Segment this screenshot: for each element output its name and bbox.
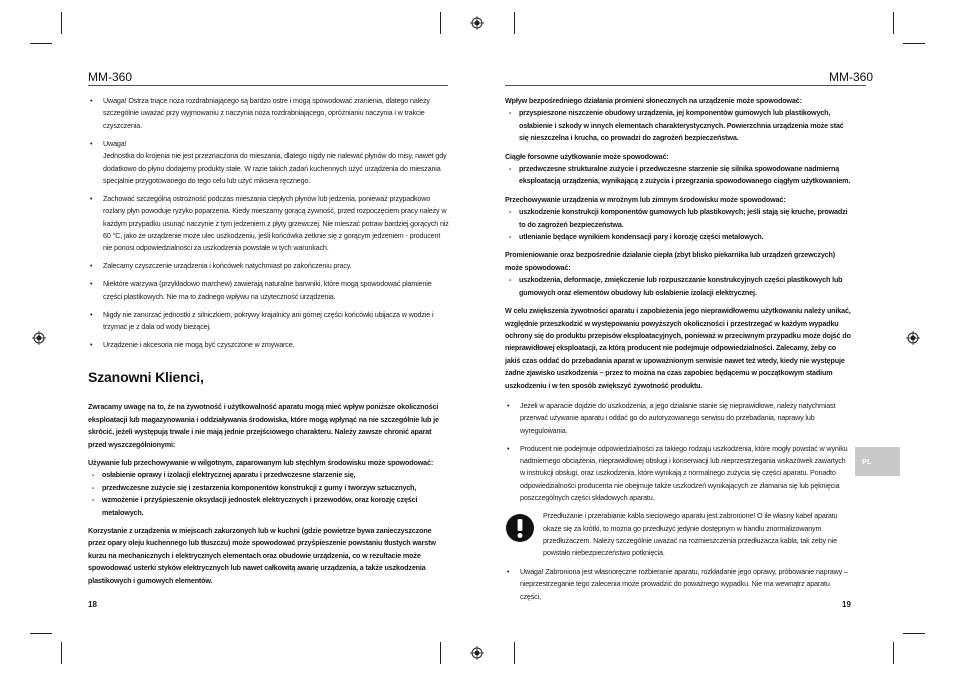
list-item: • Uwaga! Zabroniona jest własnoręczne rozbieranie aparatu, rozkładanie jego oprawy, próbowanie naprawy – nieprzestrzeganie tego zalecenia może prowadzić do poważnego wypadku. Nie ma wewnątrz aparatu części, xyxy=(505,566,851,603)
list-item: - utlenianie będące wynikiem kondensacji pary i korozję części metalowych. xyxy=(505,231,851,243)
safety-bullet-list xyxy=(88,95,450,351)
bullet-list xyxy=(505,566,851,603)
list-item: • Nigdy nie zanurzać jednostki z silniczkiem, pokrywy krajalnicy ani górnej części końcówki ubijacza w wodzie i trzymać je z dala od wody bieżącej. xyxy=(88,309,450,334)
crop-mark xyxy=(893,12,894,34)
exclamation-warning-icon xyxy=(505,513,535,543)
list-item: - przedwczesne strukturalne zużycie i przedwczesne starzenie się silnika spowodowane nadmierną eksploatacją urządzenia, wynikającą z zużycia i przegrzania spowodowanego ciągłym użytkowaniem. xyxy=(505,163,851,188)
list-item: • Urządzenie i akcesoria nie mogą być czyszczone w zmywarce. xyxy=(88,339,450,351)
crop-mark xyxy=(514,642,515,664)
header-rule-right xyxy=(505,85,866,86)
list-item: - osłabienie oprawy i izolacji elektrycznej aparatu i przedwczesne starzenie się, xyxy=(88,469,450,481)
paragraph: Używanie lub przechowywanie w wilgotnym, zaparowanym lub stęchłym środowisku może spowodować: xyxy=(88,457,434,467)
paragraph: Zwracamy uwagę na to, że na żywotność i użytkowalność aparatu mogą mieć wpływ poniższe okoliczności eksploatacji lub magazynowania i oddziaływania środowiska, które mogą wpłynąć na nie szczególnie lub je skrócić, jeżeli występują trwale i nie mają jednie przejściowego charakteru. Należy zawsze chronić aparat przed wyszczególnionymi: xyxy=(88,402,439,449)
page-number-right: 19 xyxy=(842,600,851,609)
crop-mark xyxy=(61,12,62,34)
block-title: Przechowywanie urządzenia w mroźnym lub zimnym środowisku może spowodować: xyxy=(505,194,786,204)
dash-list xyxy=(505,274,851,299)
crop-mark xyxy=(30,633,52,634)
bullet-list xyxy=(505,400,851,505)
list-item: • Uwaga! Ostrza tnące noża rozdrabniającego są bardzo ostre i mogą spowodować zranienia, dlatego należy szczególnie uważać przy wyjmowaniu z naczynia noża rozdrabniającego, opróżnianiu naczynia i w trakcie czyszczenia. xyxy=(88,95,450,132)
block-title: Ciągłe forsowne użytkowanie może spowodować: xyxy=(505,151,669,161)
registration-mark-icon xyxy=(906,331,920,345)
model-name-left: MM-360 xyxy=(88,70,133,84)
block-title: Promieniowanie oraz bezpośrednie działanie ciepła (zbyt blisko piekarnika lub urządzeń grzewczych) może spowodować: xyxy=(505,250,835,272)
warning-text: Przedłużanie i przerabianie kabla sieciowego aparatu jest zabronione! O ile własny kabel aparatu okaże się za krótki, to można go przedłużyć jedynie dostępnym w handlu znormalizowanym przedłużaczem. Należy szczególnie uważać na rozmieszczenia przedłużacza kabla, tak żeby nie powstało niebezpieczeństwo potknięcia. xyxy=(543,511,838,558)
crop-mark xyxy=(903,633,925,634)
crop-mark xyxy=(30,43,52,44)
left-page-content xyxy=(88,95,450,593)
paragraph: W celu zwiększenia żywotności aparatu i zapobieżenia jego nieprawidłowemu użytkowaniu należy unikać, względnie przeszkodzić w występowaniu powyższych okoliczności i przestrzegać w każdym wypadku ochrony się do produktu przepisów eksploatacyjnych, ponieważ w przeciwnym przypadku może dojść do nieprawidłowej eksploatacji, za którą producent nie podejmuje odpowiedzialności. Zalecamy, żeby co jakiś czas oddać do przebadania aparat w upoważnionym serwisie nawet też wtedy, kiedy nie występuje żadne zjawisko uszkodzenia – przez to można na czas zapobiec będącemu w początkowym stadium uszkodzeniu i w ten sposób zwiększyć żywotność produktu. xyxy=(505,306,851,390)
section-heading: Szanowni Klienci, xyxy=(88,369,204,386)
list-item: - przyspieszone niszczenie obudowy urządzenia, jej komponentów gumowych lub plastikowych, osłabienie i szkody w innych elementach charakterystycznych. Powierzchnia urządzenia może stać się nieszczelna i krucha, co prowadzi do zagrożeń bezpieczeństwa. xyxy=(505,107,851,144)
registration-mark-icon xyxy=(32,331,46,345)
list-item: - uszkodzenie konstrukcji komponentów gumowych lub plastikowych; jeśli stają się kruche, prowadzi to do zagrożeń bezpieczeństwa. xyxy=(505,206,851,231)
crop-mark xyxy=(61,642,62,664)
dash-list xyxy=(505,107,851,144)
crop-mark xyxy=(903,43,925,44)
crop-mark xyxy=(893,642,894,664)
registration-mark-icon xyxy=(470,646,484,660)
list-item: - uszkodzenia, deformacje, zmiękczenie lub rozpuszczanie konstrukcyjnych części plastikowych lub gumowych oraz elementów obudowy lub osłabienie izolacji elektrycznej. xyxy=(505,274,851,299)
right-page-content xyxy=(505,95,851,609)
dash-list xyxy=(505,163,851,188)
list-item: - przedwczesne zużycie się i zestarzenia komponentów konstrukcji z gumy i tworzyw sztucznych, xyxy=(88,482,450,494)
crop-mark xyxy=(440,642,441,664)
list-item: • Uwaga! Jednostka do krojenia nie jest przeznaczona do mieszania, dlatego nigdy nie nalewać płynów do misy, nawet gdy dodatkowo do płynu dodajemy produkty stałe. W razie takich zadań kuchennych użyć urządzenia do mieszania specjalnie przygotowanego do tego celu lub użyć miksera ręcznego. xyxy=(88,138,450,188)
list-item: • Niektóre warzywa (przykładowo marchew) zawierają naturalne barwniki, które mogą spowodować plamienie części plastikowych. Nie ma to żadnego wpływu na użyteczność urządzenia. xyxy=(88,278,450,303)
page-number-left: 18 xyxy=(88,600,97,609)
list-item: • Jeżeli w aparacie dojdzie do uszkodzenia, a jego działanie stanie się nieprawidłowe, należy natychmiast przerwać używanie aparatu i oddać go do autoryzowanego serwisu do przebadania, naprawy lub wyregulowania. xyxy=(505,400,851,437)
warning-block xyxy=(505,510,851,560)
dash-list xyxy=(88,469,450,519)
crop-mark xyxy=(440,12,441,34)
registration-mark-icon xyxy=(470,16,484,30)
language-tab: PL xyxy=(855,447,900,476)
model-name-right: MM-360 xyxy=(829,70,874,84)
header-rule-left xyxy=(88,85,448,86)
block-title: Wpływ bezpośredniego działania promieni słonecznych na urządzenie może spowodować: xyxy=(505,96,802,105)
list-item: • Producent nie podejmuje odpowiedzialności za takiego rodzaju uszkodzenia, które mogły powstać w wyniku nadmiernego obciążenia, nieprawidłowej obsługi i konserwacji lub nieprzestrzegania wskazówek zawartych w instrukcji obsługi, oraz uszkodzenia, które wynikają z normalnego zużycia się części aparatu. Ponadto odpowiedzialności producenta nie obejmuje także uszkodzeń wynikających ze złamania się lub pęknięcia poszczególnych części składowych aparatu. xyxy=(505,443,851,505)
list-item: - wzmożenie i przyśpieszenie oksydacji jednostek elektrycznych i przewodów, oraz korozję części metalowych. xyxy=(88,494,450,519)
paragraph: Korzystanie z urządzenia w miejscach zakurzonych lub w kuchni (gdzie powietrze bywa zanieczyszczone przez opary oleju kuchennego lub tłuszczu) może spowodować przyśpieszenie powstaniu tłustych warstw kurzu na mechanicznych i elektrycznych elementach oraz obudowie urządzenia, co w rezultacie może spowodować usterki styków elektrycznych lub nawet całkowitą awarię urządzenia, a także uszkodzenia plastikowych i gumowych elementów. xyxy=(88,525,436,585)
list-item: • Zachować szczególną ostrożność podczas mieszania ciepłych płynów lub jedzenia, ponieważ przypadkowo rozlany płyn powoduje ryzyko poparzenia. Kiedy mieszamy gorącą żywność, przed rozpoczęciem pracy należy w każdym przypadku usunąć naczynie z tym jedzeniem z płyty grzewczej. Nie mieszać potraw bardziej gorących niż 60 °C, jako że urządzenie może ulec uszkodzeniu, jeśli końcówka zetknie się z gorącym jedzeniem - producent nie ponosi odpowiedzialności za uszkodzenia powstałe w tych warunkach. xyxy=(88,193,450,255)
dash-list xyxy=(505,206,851,243)
crop-mark xyxy=(514,12,515,34)
list-item: • Zalecamy czyszczenie urządzenia i końcówek natychmiast po zakończeniu pracy. xyxy=(88,260,450,272)
